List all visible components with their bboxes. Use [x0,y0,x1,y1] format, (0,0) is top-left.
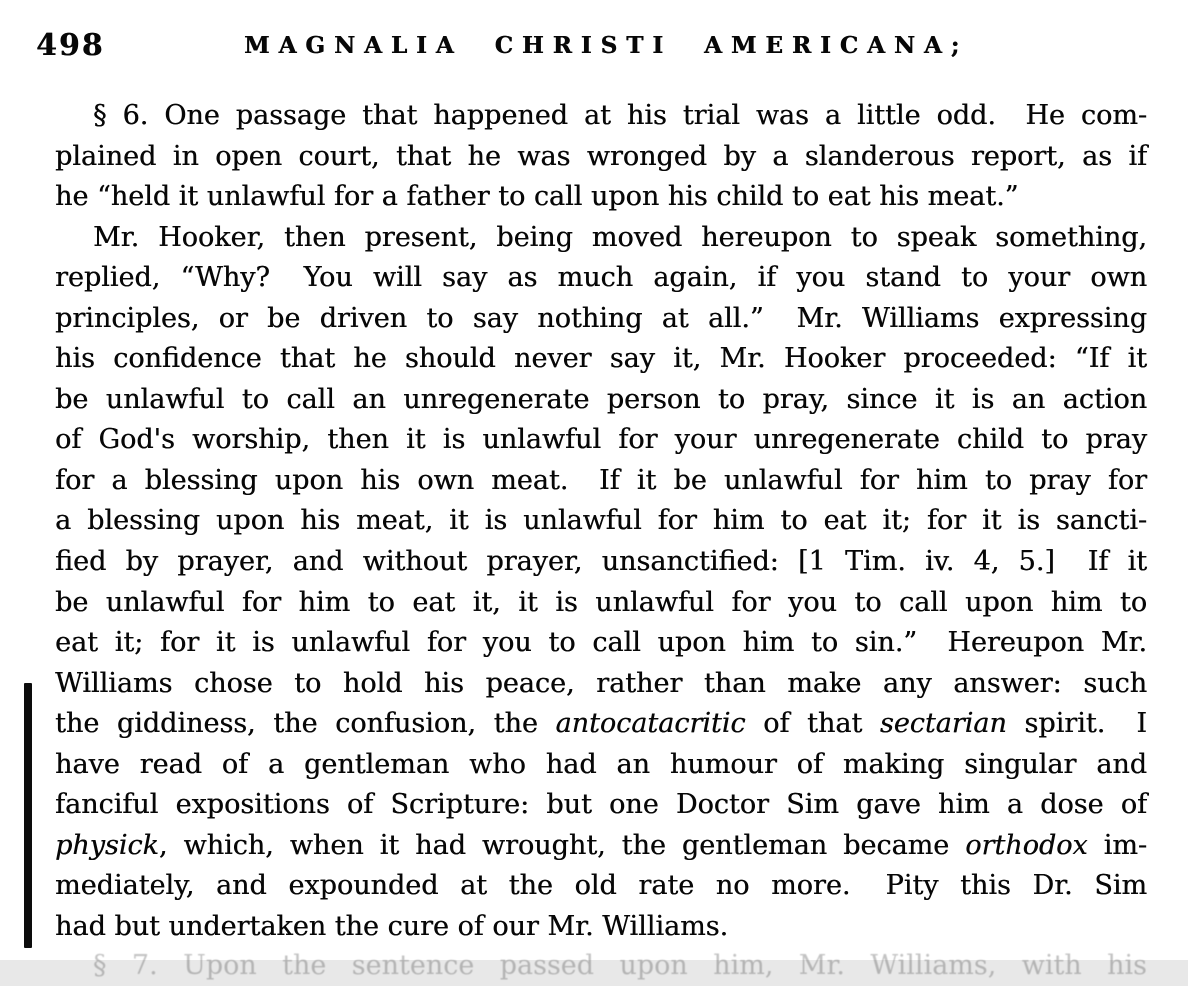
text-line [55,177,1147,218]
text-segment: be unlawful to call an unregenerate person to pray, since it is an action [55,383,1147,415]
text-segment: his confidence that he should never say it, Mr. Hooker proceeded: “If it [55,343,1147,375]
text-segment: , which, when it had wrought, the gentleman became [158,829,966,861]
running-title: MAGNALIA CHRISTI AMERICANA; [244,32,969,59]
text-segment: he “held it unlawful for a father to call upon his child to eat his meat.” [55,181,1019,213]
margin-emphasis-bar [24,683,32,948]
text-line [55,380,1147,421]
text-segment: fied by prayer, and without prayer, unsanctified: [1 Tim. iv. 4, 5.] If it [55,546,1147,578]
text-segment: a blessing upon his meat, it is unlawful for him to eat it; for it is sancti- [55,505,1147,537]
text-line [55,339,1147,380]
text-line [55,664,1147,705]
text-segment: of that [745,708,880,740]
text-line [55,420,1147,461]
text-segment: mediately, and expounded at the old rate no more. Pity this Dr. Sim [55,870,1147,902]
text-segment: Williams chose to hold his peace, rather than make any answer: such [55,667,1147,699]
italic-text: sectarian [879,708,1007,740]
text-line [55,826,1147,867]
text-line [55,542,1147,583]
text-line [55,461,1147,502]
text-segment: be unlawful for him to eat it, it is unlawful for you to call upon him to [55,586,1147,618]
body-text [55,96,1147,947]
text-segment: principles, or be driven to say nothing at all.” Mr. Williams expressing [55,302,1147,334]
running-head [0,24,1188,68]
text-segment: spirit. I [1006,708,1147,740]
page-number: 498 [36,28,105,63]
text-line [55,704,1147,745]
text-line [55,258,1147,299]
text-line [55,501,1147,542]
text-segment: fanciful expositions of Scripture: but one Doctor Sim gave him a dose of [55,789,1147,821]
text-line [55,623,1147,664]
text-segment: im- [1087,829,1147,861]
text-segment: for a blessing upon his own meat. If it be unlawful for him to pray for [55,464,1147,496]
text-segment: the giddiness, the confusion, the [55,708,556,740]
partial-next-line: § 7. Upon the sentence passed upon him, Mr. Williams, with his [93,950,1147,981]
text-line [55,299,1147,340]
text-line [55,583,1147,624]
text-segment: eat it; for it is unlawful for you to call upon him to sin.” Hereupon Mr. [55,627,1147,659]
text-segment: replied, “Why? You will say as much again, if you stand to your own [55,262,1147,294]
italic-text: antocatacritic [555,708,746,740]
text-line [55,785,1147,826]
text-line [55,96,1147,137]
text-segment: have read of a gentleman who had an humour of making singular and [55,748,1147,780]
text-line [55,745,1147,786]
text-line [55,907,1147,948]
italic-text: physick [55,829,159,861]
text-segment: Mr. Hooker, then present, being moved hereupon to speak something, [93,221,1147,253]
text-line [55,137,1147,178]
text-line [55,866,1147,907]
italic-text: orthodox [965,829,1088,861]
text-segment: of God's worship, then it is unlawful for your unregenerate child to pray [55,424,1147,456]
text-segment: plained in open court, that he was wronged by a slanderous report, as if [55,140,1147,172]
text-segment: had but undertaken the cure of our Mr. Williams. [55,910,729,942]
text-segment: § 6. One passage that happened at his trial was a little odd. He com- [93,100,1147,131]
text-line [55,218,1147,259]
